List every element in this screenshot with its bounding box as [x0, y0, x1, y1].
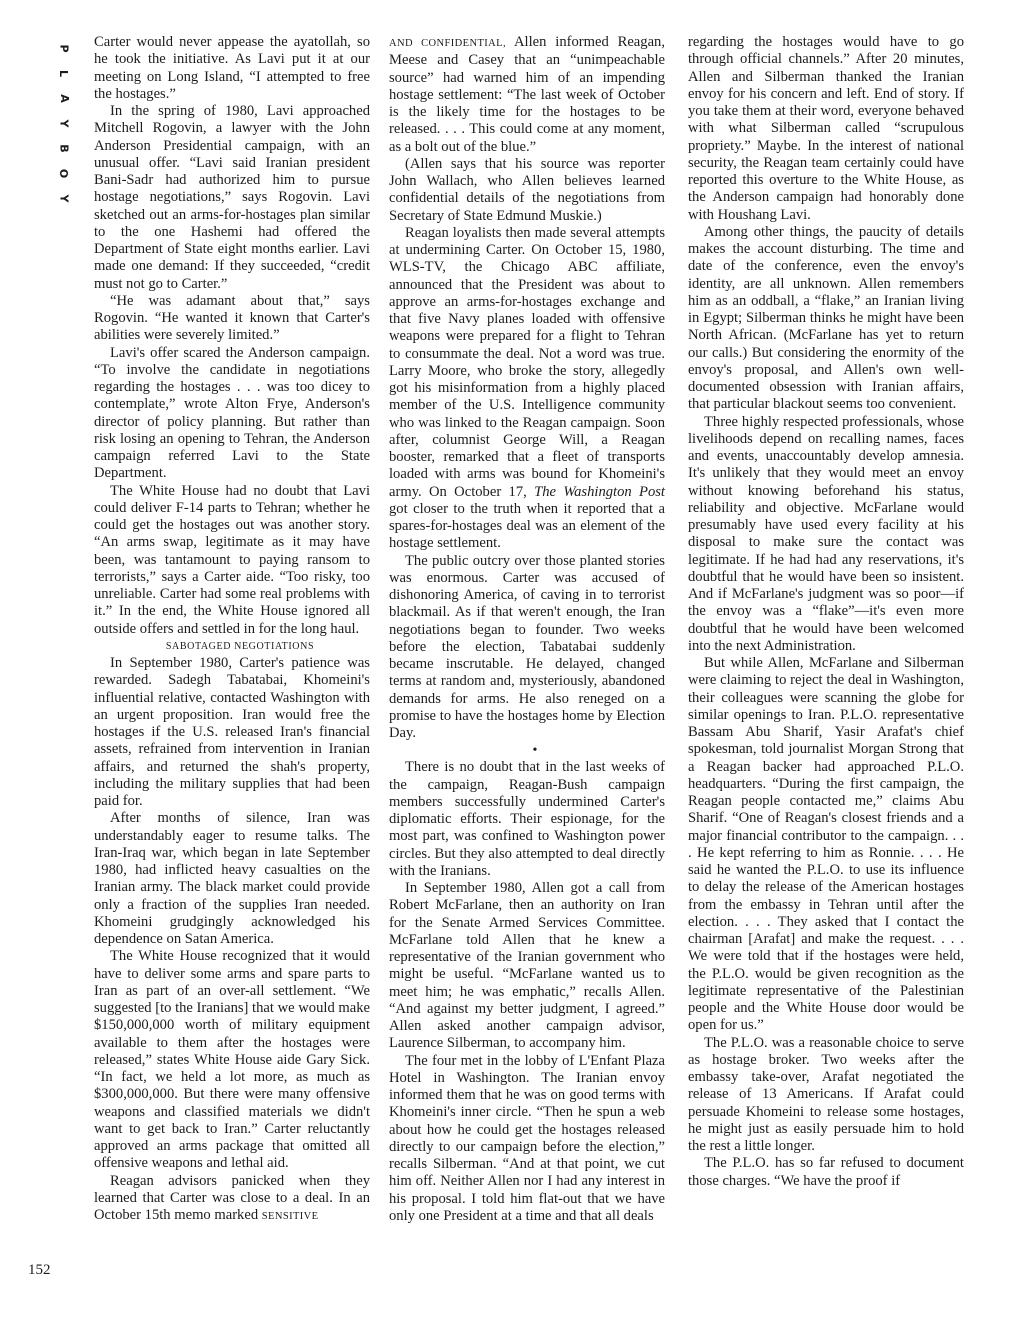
paragraph: The four met in the lobby of L'Enfant Plaza Hotel in Washington. The Iranian envoy informed them that he was on good terms with Khomeini's inner circle. “Then he spun a web about how he could get the hostages released directly to our campaign before the election,” recalls Silberman. “And at that point, we cut him off. Neither Allen nor I had any interest in his proposal. I told him flat-out that we have only one President at a time and that all deals — [389, 1052, 665, 1224]
section-subhead: SABOTAGED NEGOTIATIONS — [165, 640, 315, 652]
paragraph: The P.L.O. has so far refused to document those charges. “We have the proof if — [688, 1155, 964, 1189]
article-column-3 — [688, 34, 964, 1190]
small-caps-text: SENSITIVE — [261, 1211, 319, 1222]
paragraph — [94, 1173, 370, 1226]
paragraph-text: got closer to the truth when it reported that a spares-for-hostages deal was an element of the hostage settlement. — [389, 500, 665, 552]
logo-letter: Y — [57, 194, 71, 203]
paragraph: The public outcry over those planted stories was enormous. Carter was accused of dishonoring America, of caving in to terrorist blackmail. As if that weren't enough, the Iran negotiations began to founder. Two weeks before the election, Tabatabai suddenly became inscrutable. He delayed, changed terms at random and, mysteriously, abandoned demands for arms. He also reneged on a promise to have the hostages home by Election Day. — [389, 552, 665, 741]
paragraph: “He was adamant about that,” says Rogovin. “He wanted it known that Carter's abilities were severely limited.” — [94, 292, 370, 344]
paragraph-text: Reagan loyalists then made several attempts at undermining Carter. On October 15, 1980, WLS-TV, the Chicago ABC affiliate, announced that the President was about to approve an arms-for-hostages exchange and that five Navy planes loaded with offensive weapons were prepared for a flight to Tehran to consummate the deal. Not a word was true. Larry Moore, who broke the story, allegedly got his misinformation from a highly placed member of the U.S. Intelligence community who was linked to the Reagan campaign. Soon after, columnist George Will, a Reagan booster, remarked that a fleet of transports loaded with arms was bound for Khomeini's army. On October 17, — [389, 224, 665, 500]
paragraph: There is no doubt that in the last weeks of the campaign, Reagan-Bush campaign members successfully undermined Carter's diplomatic efforts. Their espionage, for the most part, was confined to Washington power circles. But they also attempted to deal directly with the Iranians. — [389, 759, 665, 879]
logo-letter: P — [57, 44, 71, 53]
paragraph-text: Reagan advisors panicked when they learned that Carter was close to a deal. In an October 15th memo marked — [94, 1172, 370, 1223]
logo-letter: A — [57, 94, 71, 103]
paragraph: In the spring of 1980, Lavi approached Mitchell Rogovin, a lawyer with the John Anderson Presidential campaign, with an unusual offer. “Lavi said Iranian president Bani-Sadr had authorized him to pursue hostage negotiations,” says Rogovin. Lavi sketched out an arms-for-hostages plan similar to the one Hashemi had offered the Department of State eight months earlier. Lavi made one demand: If they succeeded, “credit must not go to Carter.” — [94, 103, 370, 292]
paragraph: The White House recognized that it would have to deliver some arms and spare parts to Iran as part of an over-all settlement. “We suggested [to the Iranians] that we would make $150,000,000 worth of military equipment available to them after the hostages were released,” states White House aide Gary Sick. “In fact, we held a lot more, as much as $300,000,000. But there were many offensive weapons and classified materials we didn't want to get back to Iran.” Carter reluctantly approved an arms package that omitted all offensive weapons and lethal aid. — [94, 948, 370, 1172]
paragraph: But while Allen, McFarlane and Silberman were claiming to reject the deal in Washington, their colleagues were scanning the globe for similar openings to Iran. P.L.O. representative Bassam Abu Sharif, Yasir Arafat's chief spokesman, told journalist Morgan Strong that a Reagan backer had approached P.L.O. headquarters. “During the first campaign, the Reagan people contacted me,” claims Abu Sharif. “One of Reagan's closest friends and a major financial contributor to the campaign. . . . He kept referring to him as Ronnie. . . . He said he wanted the P.L.O. to use its influence to delay the release of the American hostages from the embassy in Tehran until after the election. . . . They asked that I contact the chairman [Arafat] and make the request. . . . We were told that if the hostages were held, the P.L.O. would be given recognition as the legitimate representative of the Palestinian people and the White House door would be open for us.” — [688, 655, 964, 1034]
paragraph: Carter would never appease the ayatollah, so he took the initiative. As Lavi put it at our meeting on Long Island, “I attempted to free the hostages.” — [94, 34, 370, 102]
small-caps-text: AND CONFIDENTIAL, — [389, 38, 506, 49]
paragraph: In September 1980, Allen got a call from Robert McFarlane, then an authority on Iran for the Senate Armed Services Committee. McFarlane told Allen that he knew a representative of the Iranian government who might be useful. “McFarlane wanted us to meet him; he was emphatic,” recalls Allen. “And against my better judgment, I agreed.” Allen asked another campaign advisor, Laurence Silberman, to accompany him. — [389, 880, 665, 1052]
paragraph: regarding the hostages would have to go through official channels.” After 20 minutes, Allen and Silberman thanked the Iranian envoy for his concern and left. End of story. If you take them at their word, everyone behaved with what Silberman called “scrupulous propriety.” Maybe. In the interest of national security, the Reagan team certainly could have reported this overture to the White House, as the Anderson campaign had honorably done with Houshang Lavi. — [688, 34, 964, 223]
article-column-2 — [389, 34, 665, 1225]
logo-letter: O — [57, 168, 71, 179]
paragraph: Lavi's offer scared the Anderson campaign. “To involve the candidate in negotiations regarding the hostages . . . was too dicey to contemplate,” wrote Alton Frye, Anderson's director of policy planning. But rather than risk losing an opening to Tehran, the Anderson campaign referred Lavi to the State Department. — [94, 344, 370, 482]
paragraph: The White House had no doubt that Lavi could deliver F-14 parts to Tehran; whether he could get the hostages out was another story. “An arms swap, legitimate as it may have been, was tantamount to paying ransom to terrorists,” says a Carter aide. “Too risky, too unreliable. Carter had some real problems with it.” In the end, the White House ignored all outside offers and settled in for the long haul. — [94, 482, 370, 637]
logo-letter: L — [57, 69, 71, 78]
publication-title: The Washington Post — [534, 483, 665, 500]
logo-letter: Y — [57, 119, 71, 128]
paragraph: In September 1980, Carter's patience was rewarded. Sadegh Tabatabai, Khomeini's influential relative, contacted Washington with an urgent proposition. Iran would free the hostages if the U.S. released Iran's financial assets, refrained from intervention in Iranian affairs, and returned the shah's property, including the military supplies that had been paid for. — [94, 655, 370, 809]
paragraph — [389, 225, 665, 553]
article-column-1 — [94, 34, 370, 1225]
paragraph — [389, 34, 665, 156]
paragraph: (Allen says that his source was reporter John Wallach, who Allen believes learned confidential details of the negotiations from Secretary of State Edmund Muskie.) — [389, 155, 665, 224]
paragraph: Among other things, the paucity of details makes the account disturbing. The time and date of the conference, even the envoy's identity, are all unknown. Allen remembers him as an oddball, a “flake,” an Iranian living in Egypt; Silberman thinks he might have been North African. (McFarlane has yet to return our calls.) But considering the enormity of the envoy's proposal, and Allen's own well-documented obsession with Iranian affairs, that particular blackout seems too convenient. — [688, 223, 964, 413]
page-number: 152 — [28, 1262, 51, 1278]
paragraph: Three highly respected professionals, whose livelihoods depend on recalling names, faces and events, unaccountably develop amnesia. It's unlikely that they would meet an envoy without knowing beforehand his status, reliability and objective. McFarlane would presumably have used every facility at his disposal to make sure the contact was legitimate. If he had had any reservations, it's doubtful that he would have been so insistent. And if McFarlane's judgment was so poor—if the envoy was a “flake”—it's even more doubtful that he would have been welcomed into the next Administration. — [688, 413, 964, 654]
playboy-vertical-logo — [56, 36, 72, 211]
paragraph: The P.L.O. was a reasonable choice to serve as hostage broker. Two weeks after the embassy take-over, Arafat negotiated the release of 13 Americans. If Arafat could persuade Khomeini to release some hostages, he might just as easily persuade him to hold the rest a little longer. — [688, 1034, 964, 1154]
section-break-bullet: • — [532, 743, 538, 759]
paragraph: After months of silence, Iran was understandably eager to resume talks. The Iran-Iraq war, which began in late September 1980, had inflicted heavy casualties on the Iranian army. The black market could provide only a fraction of the supplies Iran needed. Khomeini grudgingly acknowledged his dependence on Satan America. — [94, 810, 370, 947]
paragraph-text: Allen informed Reagan, Meese and Casey that an “unimpeachable source” had warned him of an impending hostage settlement: “The last week of October is the likely time for the hostages to be released. . . . This could come at any moment, as a bolt out of the blue.” — [389, 34, 665, 155]
logo-letter: B — [57, 144, 71, 153]
